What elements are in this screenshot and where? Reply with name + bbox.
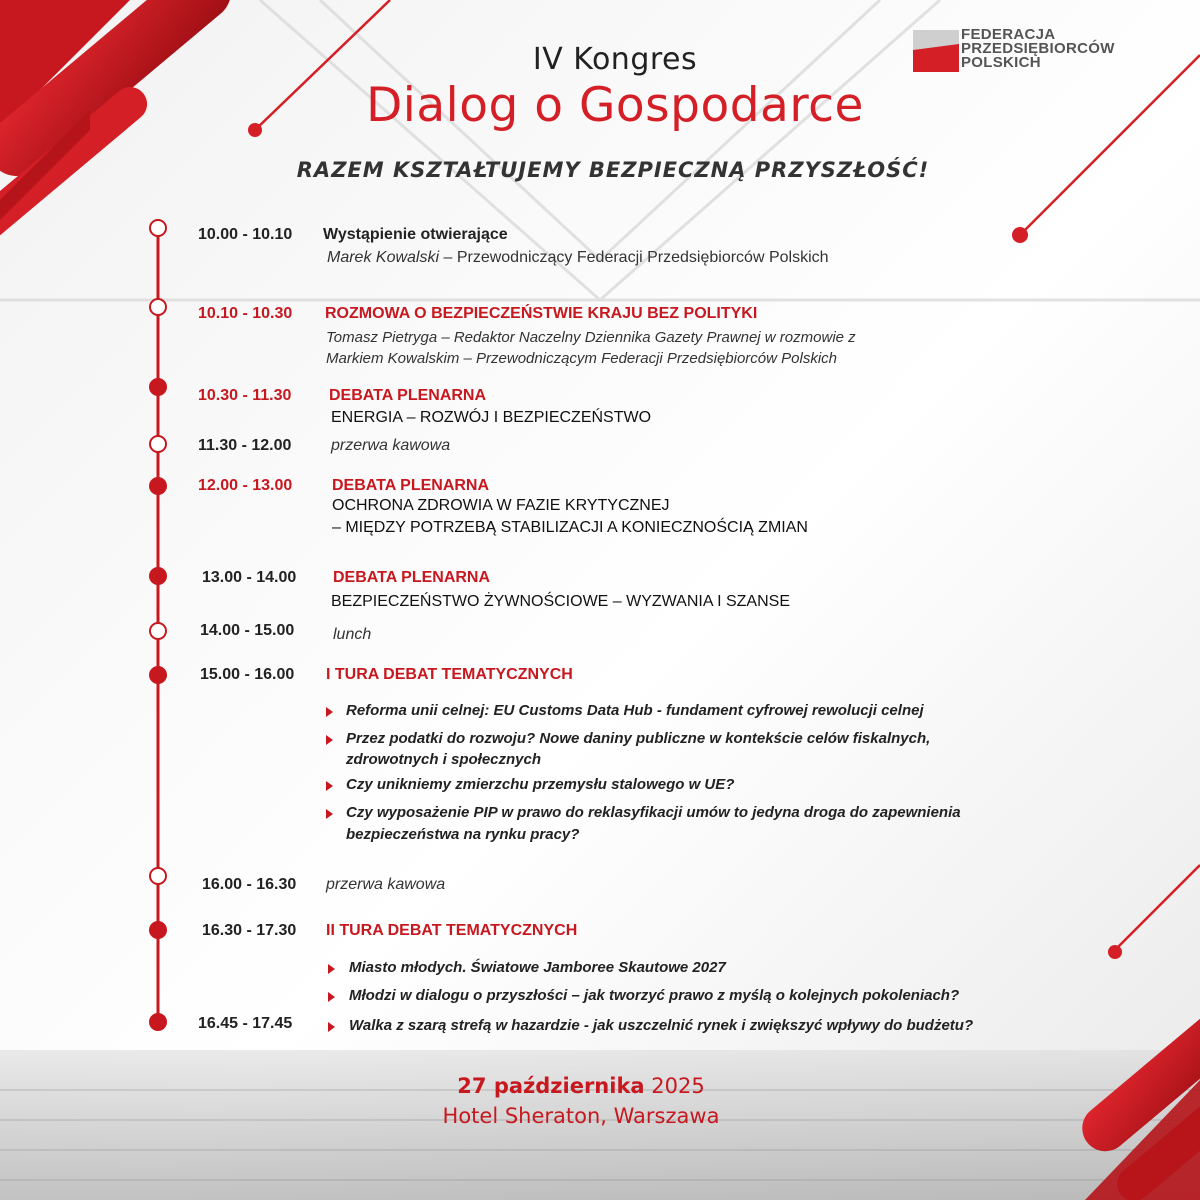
- agenda-time: 10.30 - 11.30: [198, 387, 292, 404]
- agenda-title: I TURA DEBAT TEMATYCZNYCH: [326, 666, 573, 683]
- logo-line-2: PRZEDSIĘBIORCÓW: [961, 40, 1115, 57]
- agenda-time: 14.00 - 15.00: [200, 622, 295, 639]
- agenda-topic: BEZPIECZEŃSTWO ŻYWNOŚCIOWE – WYZWANIA I SZANSE: [331, 593, 790, 610]
- list-item: bezpieczeństwa na rynku pracy?: [346, 826, 580, 843]
- agenda-time: 10.00 - 10.10: [198, 226, 293, 243]
- agenda-line: Markiem Kowalskim – Przewodniczącym Federacji Przedsiębiorców Polskich: [326, 350, 837, 367]
- bullet-icon: [326, 809, 333, 819]
- bullet-icon: [326, 781, 333, 791]
- list-item: Młodzi w dialogu o przyszłości – jak tworzyć prawo z myślą o kolejnych pokoleniach?: [349, 987, 960, 1004]
- agenda-line: Tomasz Pietryga – Redaktor Naczelny Dziennika Gazety Prawnej w rozmowie z: [326, 329, 856, 346]
- list-item: Walka z szarą strefą w hazardzie - jak uszczelnić rynek i zwiększyć wpływy do budżetu?: [349, 1017, 974, 1034]
- agenda-topic: OCHRONA ZDROWIA W FAZIE KRYTYCZNEJ: [332, 497, 670, 514]
- agenda-time: 15.00 - 16.00: [200, 666, 295, 683]
- agenda-time: 16.30 - 17.30: [202, 922, 297, 939]
- agenda-title: DEBATA PLENARNA: [333, 569, 491, 586]
- list-item: Przez podatki do rozwoju? Nowe daniny publiczne w kontekście celów fiskalnych,: [346, 730, 931, 747]
- logo-line-3: POLSKICH: [961, 54, 1041, 71]
- agenda-title: ROZMOWA O BEZPIECZEŃSTWIE KRAJU BEZ POLITYKI: [325, 305, 758, 322]
- agenda-topic: – MIĘDZY POTRZEBĄ STABILIZACJI A KONIECZNOŚCIĄ ZMIAN: [332, 519, 808, 536]
- agenda-speaker: [327, 249, 829, 267]
- agenda-title: przerwa kawowa: [331, 437, 451, 454]
- event-venue: Hotel Sheraton, Warszawa: [442, 1104, 720, 1128]
- kicker: IV Kongres: [532, 42, 698, 77]
- bullet-icon: [328, 1022, 335, 1032]
- bullet-icon: [326, 707, 333, 717]
- bullet-icon: [328, 992, 335, 1002]
- agenda-topic: ENERGIA – ROZWÓJ I BEZPIECZEŃSTWO: [331, 409, 652, 426]
- agenda-time: 11.30 - 12.00: [198, 437, 292, 454]
- list-item: Miasto młodych. Światowe Jamboree Skautowe 2027: [349, 959, 726, 976]
- agenda-title: DEBATA PLENARNA: [329, 387, 487, 404]
- bullet-icon: [326, 735, 333, 745]
- agenda-title: lunch: [333, 626, 372, 643]
- slogan: RAZEM KSZTAŁTUJEMY BEZPIECZNĄ PRZYSZŁOŚĆ!: [296, 158, 930, 182]
- page-title: Dialog o Gospodarce: [366, 78, 864, 133]
- bullet-icon: [328, 964, 335, 974]
- speaker-name: Marek Kowalski: [327, 249, 440, 266]
- date-day: 27 października: [457, 1074, 645, 1098]
- list-item: zdrowotnych i społecznych: [346, 751, 542, 768]
- logo-line-1: FEDERACJA: [961, 26, 1056, 43]
- list-item: Czy wyposażenie PIP w prawo do reklasyfikacji umów to jedyna droga do zapewnienia: [346, 804, 961, 821]
- date-year: 2025: [644, 1074, 705, 1098]
- agenda-title: II TURA DEBAT TEMATYCZNYCH: [326, 922, 578, 939]
- agenda-title: przerwa kawowa: [326, 876, 446, 893]
- agenda-time: 13.00 - 14.00: [202, 569, 297, 586]
- agenda-time: 12.00 - 13.00: [198, 477, 293, 494]
- agenda-title: DEBATA PLENARNA: [332, 477, 490, 494]
- speaker-role: – Przewodniczący Federacji Przedsiębiorców Polskich: [439, 249, 829, 266]
- list-item: Reforma unii celnej: EU Customs Data Hub - fundament cyfrowej rewolucji celnej: [346, 702, 924, 719]
- list-item: Czy unikniemy zmierzchu przemysłu stalowego w UE?: [346, 776, 735, 793]
- agenda-time: 16.45 - 17.45: [198, 1015, 293, 1032]
- event-date: [0, 1074, 1162, 1098]
- agenda-title: Wystąpienie otwierające: [323, 226, 508, 243]
- agenda-time: 16.00 - 16.30: [202, 876, 297, 893]
- agenda-time: 10.10 - 10.30: [198, 305, 293, 322]
